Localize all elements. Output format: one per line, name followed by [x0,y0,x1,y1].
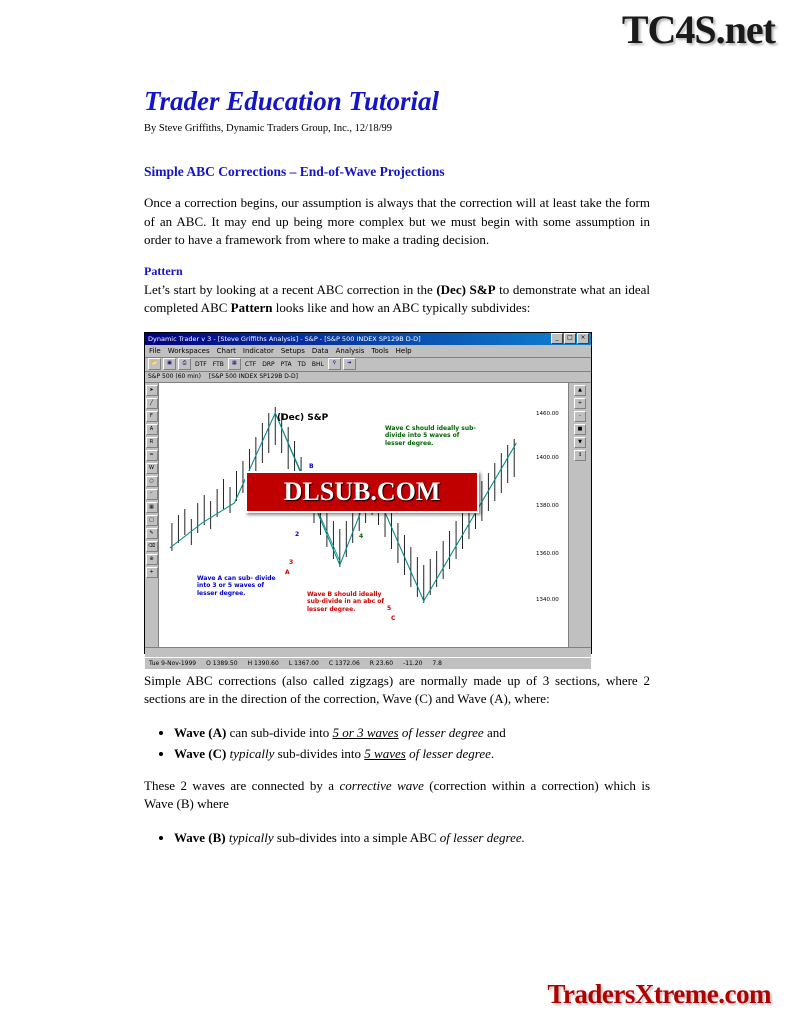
tool-retracement-icon[interactable]: R [146,437,158,448]
wave-b-bullet-list [144,828,650,847]
list-item-wave-b [174,828,650,847]
toolbar-bhl-label[interactable]: BHL [311,360,324,368]
app-titlebar [145,333,591,345]
tool-cycle-icon[interactable]: ○ [146,476,158,487]
bullet-b-bold: Wave (B) [174,829,226,845]
bullet-a-tail: and [483,724,506,740]
price-tick-1: 1460.00 [536,410,559,417]
wave-mark-C: C [391,614,396,622]
para2-bold-pattern: Pattern [230,300,273,315]
toolbar-open-icon[interactable]: 📂 [148,358,161,370]
tool-wave-icon[interactable]: W [146,463,158,474]
para2-mid: to demonstrate what an ideal completed ABC [144,281,651,315]
toolbar-ftb-label[interactable]: FTB [212,360,224,368]
menu-item-setups[interactable]: Setups [280,346,305,355]
zoom-out-icon[interactable]: - [574,411,586,422]
document-content [144,86,650,861]
bullet-a-pre: can sub-divide into [226,724,333,740]
app-statusbar [145,657,591,669]
para2-post: looks like and how an ABC typically subdivides: [272,300,531,315]
minimize-button[interactable]: _ [551,333,563,344]
tool-pencil-icon[interactable]: ✎ [146,528,158,539]
wave-mark-2: 2 [295,530,300,538]
status-date: Tue 9-Nov-1999 [149,659,197,667]
menu-item-workspaces[interactable]: Workspaces [167,346,210,355]
tool-arrow-icon[interactable]: ➤ [146,385,158,396]
wave-mark-3: 3 [289,558,294,566]
annotation-wave-b: Wave B should ideally sub-divide in an abc of lesser degree. [307,590,384,613]
status-close: C 1372.06 [328,659,360,667]
scale-lock-icon[interactable]: ■ [574,424,586,435]
toolbar-td-label[interactable]: TD [297,360,306,368]
toolbar-dtf-label[interactable]: DTF [195,360,207,368]
status-range: R 23.60 [369,659,394,667]
status-open: O 1389.50 [206,659,238,667]
toolbar-drp-label[interactable]: DRP [262,360,275,368]
tool-fib-icon[interactable]: F [146,411,158,422]
infobar-symbol: S&P 500 (60 min) [148,372,201,380]
bullet-a-underline: 5 or 3 waves [332,724,399,740]
drawing-toolbar [145,383,159,647]
bullet-a-italic-tail: of lesser degree [398,724,484,740]
para4-post: (correction within a correction) which is Wave (B) where [144,777,651,811]
menu-item-tools[interactable]: Tools [371,346,389,355]
tool-plus-icon[interactable]: + [146,567,158,578]
section-heading: Simple ABC Corrections – End-of-Wave Projections [144,164,445,179]
paragraph-pattern [144,281,650,318]
byline: By Steve Griffiths, Dynamic Traders Group, Inc., 12/18/99 [144,123,392,134]
wave-mark-A: A [285,568,290,576]
app-toolbar [145,358,591,372]
list-item-wave-a [174,723,650,742]
wave-bullet-list [144,723,650,763]
toolbar-zoom-icon[interactable]: ⚲ [328,358,341,370]
toolbar-save-icon[interactable]: ▣ [163,358,176,370]
annotation-wave-c: Wave C should ideally sub-divide into 5 waves of lesser degree. [385,424,476,447]
tool-line-icon[interactable]: ╱ [146,398,158,409]
bullet-c-mid: sub-divides into [274,745,365,761]
bullet-b-italic-tail: of lesser degree. [439,829,525,845]
app-title-text: Dynamic Trader v 3 - [Steve Griffiths Analysis] - S&P - [S&P 500 INDEX SP129B D-D] [148,334,421,343]
close-button[interactable]: × [577,333,589,344]
price-tick-2: 1400.00 [536,454,559,461]
paragraph-intro: Once a correction begins, our assumption is always that the correction will at least take the form of an ABC. It may end up being more complex but we must begin with some assumption in order to have a framework from where to make a trading decision. [144,195,650,247]
tool-magnet-icon[interactable]: ⊕ [146,554,158,565]
toolbar-grid-icon[interactable]: ▦ [228,358,241,370]
bullet-c-underline: 5 waves [364,745,406,761]
tool-channel-icon[interactable]: ═ [146,450,158,461]
menu-item-file[interactable]: File [149,346,161,355]
paragraph-zigzag: Simple ABC corrections (also called zigzags) are normally made up of 3 sections, where 2 sections are in the direction of the correction, Wave (C) and Wave (A), where: [144,672,650,706]
chart-screenshot [144,332,592,667]
page-title: Trader Education Tutorial [144,86,440,116]
tool-grid-icon[interactable]: ▦ [146,502,158,513]
bullet-b-italic-lead: typically [225,829,274,845]
horizontal-scrollbar[interactable] [145,647,591,657]
subheading-pattern: Pattern [144,263,183,278]
bullet-c-italic-tail: of lesser degree [405,745,491,761]
maximize-button[interactable]: □ [564,333,576,344]
menu-item-help[interactable]: Help [395,346,412,355]
toolbar-ctf-label[interactable]: CTF [244,360,257,368]
app-infobar [145,372,591,383]
status-change: -11.20 [403,659,423,667]
toolbar-print-icon[interactable]: ⎙ [178,358,191,370]
tool-arc-icon[interactable]: ◜ [146,489,158,500]
menu-item-indicator[interactable]: Indicator [242,346,274,355]
price-axis [534,383,568,647]
zoom-in-icon[interactable]: + [574,398,586,409]
price-tick-3: 1380.00 [536,502,559,509]
toolbar-cursor-icon[interactable]: ➔ [343,358,356,370]
tool-eraser-icon[interactable]: ⌫ [146,541,158,552]
expand-icon[interactable]: ↕ [574,450,586,461]
chart-symbol-label: (Dec) S&P [277,412,329,423]
right-toolbar [568,383,591,647]
status-high: H 1390.60 [247,659,279,667]
wave-mark-4: 4 [359,532,364,540]
watermark-top-right: TC4S.net [621,7,775,52]
watermark-bottom-right: TradersXtreme.com [547,979,771,1009]
para4-pre: These 2 waves are connected by a [144,777,340,793]
list-item-wave-c [174,744,650,763]
menu-item-chart[interactable]: Chart [216,346,236,355]
status-low: L 1367.00 [288,659,319,667]
para4-italic: corrective wave [339,777,424,793]
infobar-dataset: [S&P 500 INDEX SP129B D-D] [208,372,298,380]
app-menubar [145,345,591,358]
watermark-overlay: DLSUB.COM [245,471,479,513]
scroll-down-icon[interactable]: ▼ [574,437,586,448]
status-extra: 7.8 [432,659,442,667]
para2-pre: Let’s start by looking at a recent ABC correction in the [144,281,437,297]
bullet-c-tail: . [490,745,495,761]
wave-mark-B: B [309,462,314,470]
menu-item-data[interactable]: Data [311,346,329,355]
toolbar-pta-label[interactable]: PTA [280,360,292,368]
tool-text-icon[interactable]: A [146,424,158,435]
scroll-up-icon[interactable]: ▲ [574,385,586,396]
price-tick-5: 1340.00 [536,596,559,603]
price-tick-4: 1360.00 [536,550,559,557]
tool-square-icon[interactable]: □ [146,515,158,526]
bullet-b-mid: sub-divides into a simple ABC [273,829,440,845]
para2-bold-symbol: (Dec) S&P [436,281,496,297]
bullet-c-bold: Wave (C) [174,745,227,761]
bullet-c-italic-lead: typically [229,745,275,761]
app-workarea [145,383,591,647]
paragraph-corrective [144,777,650,814]
bullet-a-bold: Wave (A) [174,724,227,740]
annotation-wave-a: Wave A can sub- divide into 3 or 5 waves of lesser degree. [197,574,276,597]
window-controls [551,333,591,344]
wave-mark-5: 5 [387,604,392,612]
menu-item-analysis[interactable]: Analysis [335,346,365,355]
price-chart-canvas[interactable] [159,383,568,647]
